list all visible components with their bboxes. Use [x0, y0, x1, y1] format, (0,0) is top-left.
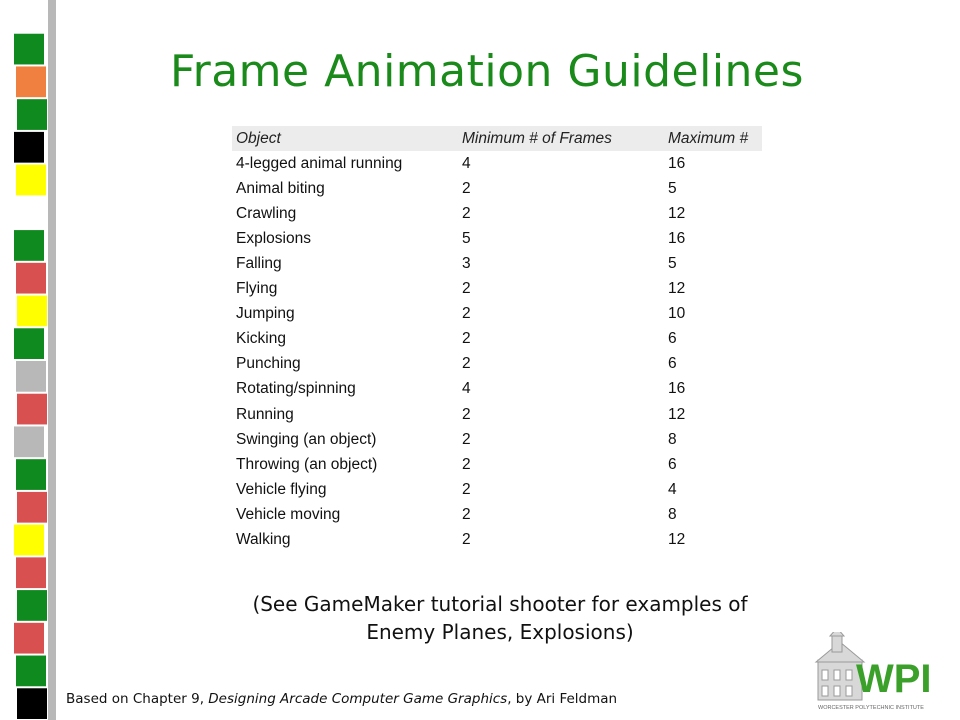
strip-block — [17, 197, 47, 228]
strip-block — [17, 99, 47, 130]
cell-object: Animal biting — [236, 179, 325, 197]
table-row — [232, 427, 762, 452]
decorative-left-strip — [0, 0, 58, 720]
cell-max-frames: 12 — [668, 204, 686, 222]
header-min-frames: Minimum # of Frames — [462, 129, 612, 147]
cell-max-frames: 6 — [668, 455, 677, 473]
table-row — [232, 402, 762, 427]
logo-wordmark: WPI — [856, 657, 932, 701]
cell-object: Vehicle moving — [236, 505, 341, 523]
cell-max-frames: 6 — [668, 355, 677, 373]
note-line-2: Enemy Planes, Explosions) — [366, 620, 634, 644]
cell-min-frames: 2 — [462, 430, 471, 448]
cell-min-frames: 2 — [462, 355, 471, 373]
table-row — [232, 251, 762, 276]
table-row — [232, 528, 762, 553]
cell-min-frames: 2 — [462, 179, 471, 197]
cell-object: Swinging (an object) — [236, 430, 377, 448]
cell-min-frames: 2 — [462, 405, 471, 423]
strip-block — [16, 361, 46, 392]
cell-min-frames: 2 — [462, 330, 471, 348]
table-body — [232, 151, 762, 553]
header-max-frames: Maximum # — [668, 129, 749, 147]
table-row — [232, 502, 762, 527]
wpi-logo — [812, 632, 952, 712]
frames-table — [232, 126, 762, 553]
cell-object: Walking — [236, 531, 291, 549]
credit-book-title: Designing Arcade Computer Game Graphics — [208, 691, 508, 707]
cell-max-frames: 5 — [668, 255, 677, 273]
cell-object: Rotating/spinning — [236, 380, 356, 398]
cell-object: Flying — [236, 280, 278, 298]
strip-block — [17, 1, 47, 32]
table-header-row — [232, 126, 762, 151]
cell-min-frames: 2 — [462, 505, 471, 523]
table-row — [232, 352, 762, 377]
table-row — [232, 477, 762, 502]
strip-block — [14, 132, 44, 163]
strip-block — [14, 328, 44, 359]
strip-block — [14, 623, 44, 654]
cell-object: Running — [236, 405, 294, 423]
strip-block — [16, 66, 46, 97]
cell-max-frames: 12 — [668, 405, 686, 423]
source-credit — [66, 691, 617, 707]
strip-block — [14, 34, 44, 65]
strip-block — [16, 165, 46, 196]
table-row — [232, 176, 762, 201]
cell-object: Punching — [236, 355, 301, 373]
cell-max-frames: 12 — [668, 280, 686, 298]
cell-min-frames: 3 — [462, 255, 471, 273]
table-row — [232, 377, 762, 402]
cell-object: Jumping — [236, 305, 295, 323]
cell-max-frames: 8 — [668, 430, 677, 448]
cell-object: Throwing (an object) — [236, 455, 378, 473]
table-row — [232, 452, 762, 477]
cell-max-frames: 4 — [668, 480, 677, 498]
cell-object: 4-legged animal running — [236, 154, 403, 172]
credit-prefix: Based on Chapter 9, — [66, 691, 209, 707]
cell-object: Crawling — [236, 204, 297, 222]
cell-min-frames: 5 — [462, 229, 471, 247]
strip-block — [14, 426, 44, 457]
cell-max-frames: 16 — [668, 229, 686, 247]
cell-object: Explosions — [236, 229, 311, 247]
table-row — [232, 201, 762, 226]
cell-max-frames: 6 — [668, 330, 677, 348]
cell-min-frames: 2 — [462, 531, 471, 549]
strip-block — [14, 525, 44, 556]
table-row — [232, 226, 762, 251]
table-row — [232, 277, 762, 302]
cell-min-frames: 4 — [462, 380, 471, 398]
strip-block — [17, 590, 47, 621]
cell-min-frames: 2 — [462, 455, 471, 473]
logo-subtext: WORCESTER POLYTECHNIC INSTITUTE — [818, 705, 924, 711]
strip-block — [14, 230, 44, 261]
cell-max-frames: 10 — [668, 305, 686, 323]
strip-block — [16, 656, 46, 687]
cell-min-frames: 4 — [462, 154, 471, 172]
tutorial-note — [160, 590, 840, 646]
strip-block — [17, 296, 47, 327]
cell-max-frames: 16 — [668, 154, 686, 172]
slide-title: Frame Animation Guidelines — [170, 46, 804, 97]
cell-max-frames: 12 — [668, 531, 686, 549]
strip-block — [16, 557, 46, 588]
table-row — [232, 327, 762, 352]
cell-min-frames: 2 — [462, 204, 471, 222]
strip-block — [17, 394, 47, 425]
strip-block — [17, 492, 47, 523]
cell-object: Vehicle flying — [236, 480, 327, 498]
cell-object: Kicking — [236, 330, 286, 348]
cell-min-frames: 2 — [462, 280, 471, 298]
strip-shadow — [48, 0, 56, 720]
table-row — [232, 302, 762, 327]
credit-suffix: , by Ari Feldman — [507, 691, 618, 707]
strip-block — [17, 688, 47, 719]
table-row — [232, 151, 762, 176]
cell-max-frames: 5 — [668, 179, 677, 197]
header-object: Object — [236, 129, 281, 147]
cell-object: Falling — [236, 255, 282, 273]
strip-block — [16, 459, 46, 490]
cell-max-frames: 8 — [668, 505, 677, 523]
note-line-1: (See GameMaker tutorial shooter for examples of — [252, 592, 748, 616]
cell-min-frames: 2 — [462, 305, 471, 323]
cell-max-frames: 16 — [668, 380, 686, 398]
cell-min-frames: 2 — [462, 480, 471, 498]
strip-block — [16, 263, 46, 294]
